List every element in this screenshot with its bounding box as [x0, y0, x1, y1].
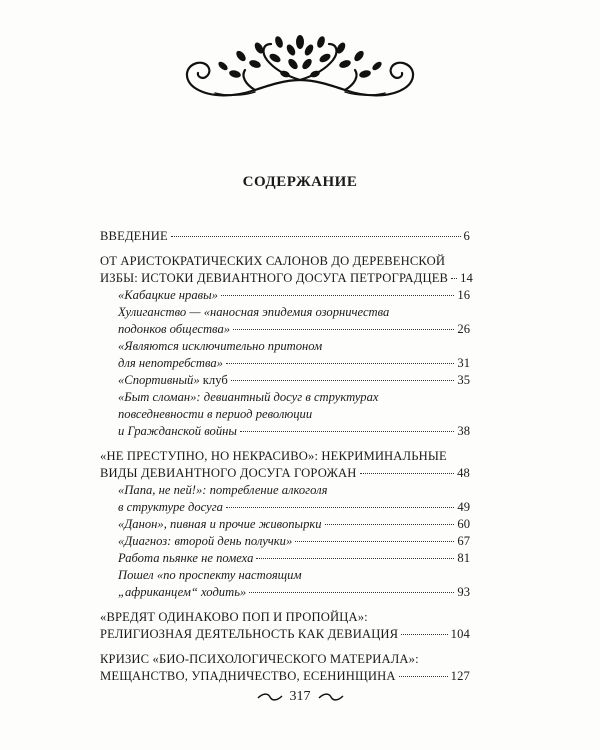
- toc-dot-leader: [399, 676, 448, 677]
- toc-dot-leader: [451, 278, 457, 279]
- toc-entry-title: РЕЛИГИОЗНАЯ ДЕЯТЕЛЬНОСТЬ КАК ДЕВИАЦИЯ: [100, 627, 399, 641]
- toc-entry-title: МЕЩАНСТВО, УПАДНИЧЕСТВО, ЕСЕНИНЩИНА: [100, 669, 396, 683]
- toc-entry-row: [118, 584, 470, 601]
- toc-dot-leader: [231, 380, 455, 381]
- toc-dot-leader: [233, 329, 454, 330]
- toc-page-number: 26: [457, 322, 470, 336]
- toc-entry-line: «Папа, не пей!»: потребление алкоголя: [118, 483, 328, 497]
- floral-ornament-icon: [175, 30, 425, 100]
- toc-entry-row: [118, 550, 470, 567]
- toc-entry-title: в структуре досуга: [118, 500, 223, 514]
- toc-chapter: [100, 651, 470, 685]
- toc-entry-row: [100, 626, 470, 643]
- toc-entry-title: ИЗБЫ: ИСТОКИ ДЕВИАНТНОГО ДОСУГА ПЕТРОГРАДЦЕВ: [100, 271, 449, 285]
- toc-page-number: 127: [450, 669, 470, 683]
- toc-dot-leader: [325, 524, 455, 525]
- toc-entry-line: Пошел «по проспекту настоящим: [118, 568, 302, 582]
- toc-entry-line: ОТ АРИСТОКРАТИЧЕСКИХ САЛОНОВ ДО ДЕРЕВЕНСКОЙ: [100, 254, 446, 268]
- toc-dot-leader: [226, 507, 454, 508]
- toc-entry-row: [118, 423, 470, 440]
- toc-chapter: [100, 609, 470, 643]
- toc-page-number: 81: [457, 551, 470, 565]
- toc-entry-line: «НЕ ПРЕСТУПНО, НО НЕКРАСИВО»: НЕКРИМИНАЛЬНЫЕ: [100, 449, 447, 463]
- toc-dot-leader: [401, 634, 447, 635]
- toc-section: [100, 372, 470, 389]
- toc-entry-title: и Гражданской войны: [118, 424, 237, 438]
- toc-entry-title: «Диагноз: второй день получки»: [118, 534, 293, 548]
- toc-chapter: [100, 253, 474, 287]
- left-swash-icon: [256, 692, 284, 702]
- toc-page-number: 104: [450, 627, 470, 641]
- page-footer: [0, 689, 600, 705]
- toc-section: [100, 389, 470, 440]
- toc-entry-row: [118, 321, 470, 338]
- table-of-contents: [100, 228, 474, 685]
- toc-entry-row: [100, 668, 470, 685]
- toc-entry-title: для непотребства»: [118, 356, 223, 370]
- toc-entry-title: „африканцем“ ходить»: [118, 585, 247, 599]
- toc-dot-leader: [226, 363, 454, 364]
- toc-entry-row: [100, 465, 470, 482]
- toc-page-number: 6: [463, 229, 470, 243]
- toc-section: [100, 482, 470, 516]
- toc-entry-line: Хулиганство — «наносная эпидемия озорничества: [118, 305, 390, 319]
- toc-entry-title-italic: «Спортивный»: [118, 373, 200, 387]
- toc-entry-row: [118, 516, 470, 533]
- toc-entry-line: КРИЗИС «БИО-ПСИХОЛОГИЧЕСКОГО МАТЕРИАЛА»:: [100, 652, 419, 666]
- toc-entry-title-plain: клуб: [199, 373, 228, 387]
- toc-entry-title: ВИДЫ ДЕВИАНТНОГО ДОСУГА ГОРОЖАН: [100, 466, 357, 480]
- toc-entry-row: [118, 499, 470, 516]
- toc-page-number: 38: [457, 424, 470, 438]
- toc-dot-leader: [249, 592, 454, 593]
- toc-entry-row: [100, 270, 474, 287]
- toc-entry-title: ВВЕДЕНИЕ: [100, 229, 168, 243]
- toc-page-number: 48: [457, 466, 470, 480]
- toc-dot-leader: [221, 295, 454, 296]
- toc-entry-title: подонков общества»: [118, 322, 231, 336]
- toc-page-number: 14: [460, 271, 474, 285]
- toc-entry-row: [118, 355, 470, 372]
- toc-section: [100, 304, 470, 338]
- toc-dot-leader: [171, 236, 461, 237]
- toc-page-number: 31: [457, 356, 470, 370]
- right-swash-icon: [317, 692, 345, 702]
- toc-entry-line: «Являются исключительно притоном: [118, 339, 323, 353]
- toc-dot-leader: [360, 473, 455, 474]
- toc-entry-line: «ВРЕДЯТ ОДИНАКОВО ПОП И ПРОПОЙЦА»:: [100, 610, 368, 624]
- toc-dot-leader: [256, 558, 454, 559]
- toc-section: [100, 338, 470, 372]
- toc-section: [100, 516, 470, 533]
- page-number: 317: [289, 689, 311, 704]
- toc-page-number: 93: [457, 585, 470, 599]
- toc-entry-line: «Быт сломан»: девиантный досуг в структурах: [118, 390, 379, 404]
- toc-dot-leader: [240, 431, 455, 432]
- toc-entry-title: «Кабацкие нравы»: [118, 288, 218, 302]
- toc-page-number: 60: [457, 517, 470, 531]
- toc-section: [100, 550, 470, 567]
- toc-entry-title: Работа пьянке не помеха: [118, 551, 254, 565]
- toc-section: [100, 287, 470, 304]
- toc-entry-row: [100, 228, 470, 245]
- page-title: СОДЕРЖАНИЕ: [242, 174, 358, 190]
- toc-page-number: 35: [457, 373, 470, 387]
- toc-chapter: [100, 448, 470, 482]
- toc-entry-row: [118, 372, 470, 389]
- toc-entry-title: [118, 372, 228, 389]
- toc-entry-row: [118, 287, 470, 304]
- toc-page-number: 67: [457, 534, 470, 548]
- toc-chapter: [100, 228, 470, 245]
- toc-page-number: 16: [457, 288, 470, 302]
- toc-section: [100, 567, 470, 601]
- toc-section: [100, 533, 470, 550]
- toc-dot-leader: [295, 541, 454, 542]
- toc-entry-line: повседневности в период революции: [118, 407, 313, 421]
- toc-page-number: 49: [457, 500, 470, 514]
- toc-entry-row: [118, 533, 470, 550]
- toc-entry-title: «Данон», пивная и прочие живопырки: [118, 517, 322, 531]
